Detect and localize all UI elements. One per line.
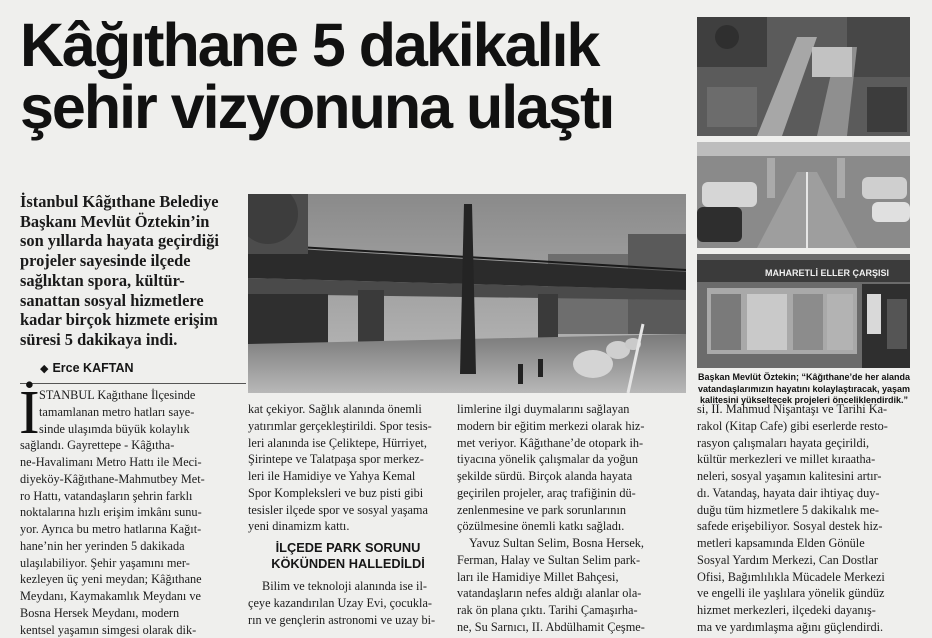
text-line: ma ve yardımlaşma ağını güçlendirdi. xyxy=(697,619,913,636)
parking-garage-photo xyxy=(697,142,910,248)
text-line: Yavuz Sultan Selim, Bosna Hersek, xyxy=(457,535,685,552)
text-line: rasyon çalışmaları hayata geçirildi, xyxy=(697,435,913,452)
text-line: Meydanı, Kaymakamlık Meydanı ve xyxy=(20,588,246,605)
text-line: ro Hattı, vatandaşların şehrin farklı xyxy=(20,488,246,505)
text-line: hizmet merkezleri, ilçedeki dayanış- xyxy=(697,602,913,619)
byline-divider xyxy=(20,383,246,384)
text-line: ne-Havalimanı Metro Hattı ile Meci- xyxy=(20,454,246,471)
lead-line: İstanbul Kâğıthane Belediye xyxy=(20,192,248,212)
text-line: çeye kazandırılan Uzay Evi, çocukla- xyxy=(248,595,448,612)
text-line: ulaşılabiliyor. Şehir yaşamını mer- xyxy=(20,555,246,572)
text-line: Bosna Hersek Meydanı, modern xyxy=(20,605,246,622)
text-line: leri ile Hamidiye ve Yahya Kemal xyxy=(248,468,448,485)
text-line: noktalarına hızlı erişim imkânı sunu- xyxy=(20,504,246,521)
text-line: ne, Su Sarnıcı, II. Abdülhamit Çeşme- xyxy=(457,619,685,636)
lead-line: projeler sayesinde ilçede xyxy=(20,251,248,271)
lead-line: sanattan sosyal hizmetlere xyxy=(20,291,248,311)
text-line: yatırımlar gerçekleştirildi. Spor tesis- xyxy=(248,418,448,435)
text-line: kat çekiyor. Sağlık alanında önemli xyxy=(248,401,448,418)
text-line: hane’nin her yerinden 5 dakikada xyxy=(20,538,246,555)
article-column-1 xyxy=(20,387,246,638)
text-line: Sosyal Yardım Merkezi, Can Dostlar xyxy=(697,552,913,569)
text-line: tesisler ilçede spor ve sosyal yaşama xyxy=(248,502,448,519)
text-line: şekilde sürdü. Birçok alanda hayata xyxy=(457,468,685,485)
text-line: yor. Ayrıca bu metro hatlarına Kağıt- xyxy=(20,521,246,538)
aerial-square-photo xyxy=(697,17,910,136)
subhead-line: İLÇEDE PARK SORUNU xyxy=(248,540,448,556)
text-line: çözülmesine önemli katkı sağladı. xyxy=(457,518,685,535)
text-line: dı. Vatandaş, hayata dair ihtiyaç duy- xyxy=(697,485,913,502)
text-line: Ferman, Halay ve Sultan Selim park- xyxy=(457,552,685,569)
section-subhead xyxy=(248,540,448,572)
lead-line: kadar birçok hizmete erişim xyxy=(20,310,248,330)
drop-cap: İ xyxy=(19,384,40,442)
text-line: STANBUL Kağıthane İlçesinde xyxy=(20,387,246,404)
text-line: Şirintepe ve Talatpaşa spor merkez- xyxy=(248,451,448,468)
author-name: Erce KAFTAN xyxy=(52,361,133,375)
subhead-line: KÖKÜNDEN HALLEDİLDİ xyxy=(248,556,448,572)
text-line: kültür merkezleri ve millet kıraatha- xyxy=(697,451,913,468)
text-line: kezleyen üç yeni meydan; Kâğıthane xyxy=(20,571,246,588)
article-column-2-continued xyxy=(248,578,448,628)
text-line: diyeköy-Kâğıthane-Mahmutbey Met- xyxy=(20,471,246,488)
text-line: yeni dinamizm kattı. xyxy=(248,518,448,535)
text-line: Spor Kompleksleri ve buz pisti gibi xyxy=(248,485,448,502)
text-line: rın ve gençlerin astronomi ve uzay bi- xyxy=(248,612,448,629)
caption-line: Başkan Mevlüt Öztekin; “Kâğıthane’de her alanda xyxy=(697,372,911,384)
text-line: safede erişebiliyor. Sosyal destek hiz- xyxy=(697,518,913,535)
lead-line: son yıllarda hayata geçirdiği xyxy=(20,231,248,251)
text-line: ları ile Hamidiye Millet Bahçesi, xyxy=(457,569,685,586)
shop-sign: MAHARETLİ ELLER ÇARŞISI xyxy=(765,268,889,278)
text-line: rakol (Kitap Cafe) gibi eserlerde resto- xyxy=(697,418,913,435)
text-line: ve engelli ile yaşlılara yönelik gündüz xyxy=(697,585,913,602)
headline xyxy=(20,14,688,138)
caption-line: vatandaşlarımızın hayatını kolaylaştıracak, yaşam xyxy=(697,384,911,396)
metro-viaduct-photo xyxy=(248,194,686,393)
text-line: met veriyor. Kâğıthane’de otopark ih- xyxy=(457,435,685,452)
lead-line: sağlıktan spora, kültür- xyxy=(20,271,248,291)
text-line: metleri kapsamında Elden Gönüle xyxy=(697,535,913,552)
text-line: rak ön plana çıktı. Tarihi Çamaşırha- xyxy=(457,602,685,619)
text-line: Ofisi, Bağımlılıkla Mücadele Merkezi xyxy=(697,569,913,586)
headline-line-1: Kâğıthane 5 dakikalık xyxy=(20,14,688,76)
craft-bazaar-photo xyxy=(697,254,910,368)
text-line: vatandaşların nefes aldığı alanlar ola- xyxy=(457,585,685,602)
text-line: tamamlanan metro hatları saye- xyxy=(20,404,246,421)
text-line: leri alanında ise Çeliktepe, Hürriyet, xyxy=(248,435,448,452)
text-line: zenlenmesine ve park sorunlarının xyxy=(457,502,685,519)
text-line: limlerine ilgi duymalarını sağlayan xyxy=(457,401,685,418)
text-line: neleri, sosyal yaşamın kalitesini artır- xyxy=(697,468,913,485)
text-line: duğu tüm hizmetlere 5 dakikalık me- xyxy=(697,502,913,519)
text-line: modern bir eğitim merkezi olarak hiz- xyxy=(457,418,685,435)
text-line: geçirilen projeler, araç trafiğinin dü- xyxy=(457,485,685,502)
headline-line-2: şehir vizyonuna ulaştı xyxy=(20,76,688,138)
text-line: sağlandı. Gayrettepe - Kâğıtha- xyxy=(20,437,246,454)
lead-line: Başkanı Mevlüt Öztekin’in xyxy=(20,212,248,232)
caption-line: kalitesini yükseltecek projeleri önceliklendirdik.” xyxy=(697,395,911,407)
article-column-3 xyxy=(457,401,685,636)
article-column-2 xyxy=(248,401,448,535)
text-line: Bilim ve teknoloji alanında ise il- xyxy=(248,578,448,595)
lead-paragraph xyxy=(20,192,248,350)
text-line: sinde ulaşımda büyük kolaylık xyxy=(20,421,246,438)
lead-line: süresi 5 dakikaya indi. xyxy=(20,330,248,350)
text-line: kentsel yaşamın simgesi olarak dik- xyxy=(20,622,246,638)
article-column-4 xyxy=(697,401,913,636)
byline xyxy=(40,361,134,375)
text-line: tiyacına yönelik çalışmalar da yoğun xyxy=(457,451,685,468)
text-line: si, II. Mahmud Nişantaşı ve Tarihi Ka- xyxy=(697,401,913,418)
diamond-icon: ◆ xyxy=(40,363,48,375)
